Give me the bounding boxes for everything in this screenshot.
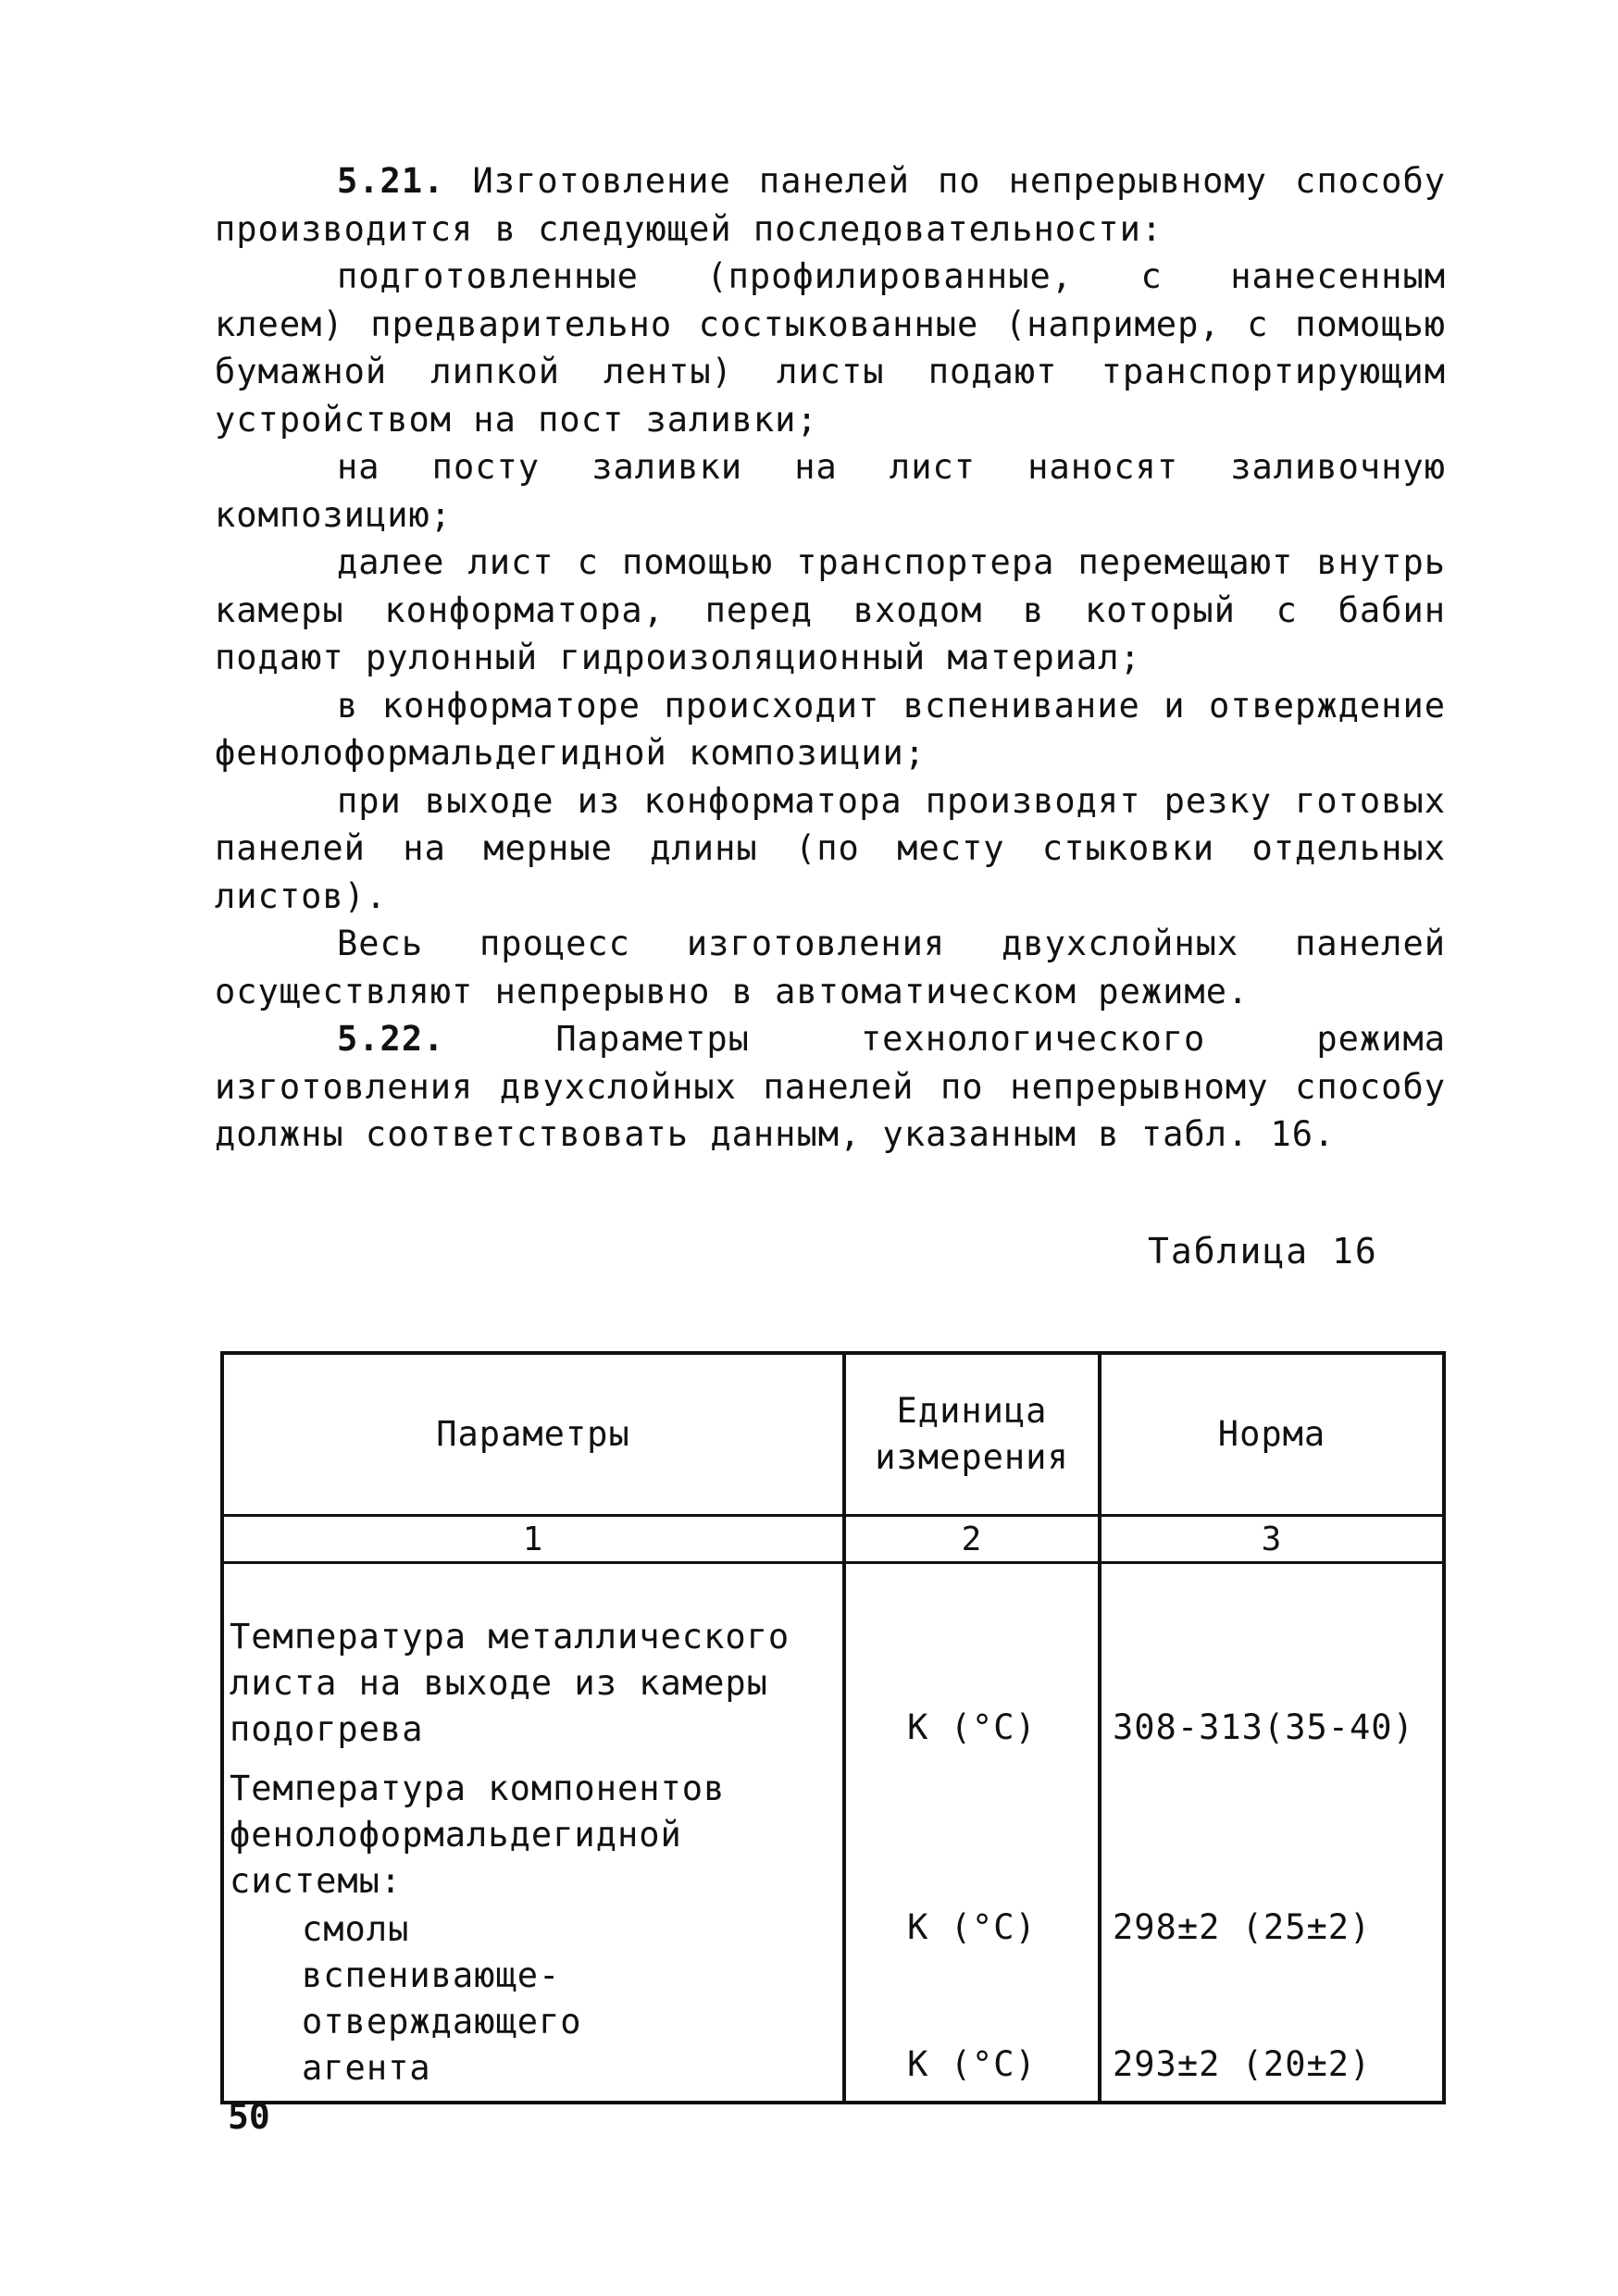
- paragraph-text: Изготовление панелей по непрерывному способу производится в следующей последовательности:: [215, 161, 1446, 249]
- param-cell: смолы: [302, 1909, 410, 1949]
- paragraph-step-prepare: [215, 253, 1446, 443]
- parameters-table: [220, 1351, 1446, 2104]
- header-unit: Единица измерения: [844, 1353, 1100, 1516]
- param-cell: Температура металлического листа на выходе из камеры подогрева: [222, 1586, 844, 1753]
- column-number: 1: [222, 1516, 844, 1563]
- norm-cell: 308-313(35-40): [1100, 1586, 1444, 1753]
- body-text: [215, 157, 1446, 1159]
- unit-cell: [844, 1753, 1100, 1905]
- paragraph-text: Параметры технологического режима изготовления двухслойных панелей по непрерывному способу должны соответствовать данным, указанным в табл. 16.: [215, 1019, 1446, 1154]
- paragraph-text: подготовленные (профилированные, с нанесенным клеем) предварительно состыкованные (например, с помощью бумажной липкой ленты) листы подают транспортирующим устройством на пост заливки;: [215, 256, 1446, 440]
- unit-cell: К (°С): [844, 1953, 1100, 2103]
- paragraph-text: далее лист с помощью транспортера перемещают внутрь камеры конформатора, перед входом в который с бабин подают рулонный гидроизоляционный материал;: [215, 542, 1446, 677]
- paragraph-text: Весь процесс изготовления двухслойных панелей осуществляют непрерывно в автоматическом режиме.: [215, 924, 1446, 1011]
- column-number: 3: [1100, 1516, 1444, 1563]
- paragraph-step-cut: [215, 777, 1446, 921]
- table-row: [222, 1586, 1444, 1753]
- table-row: [222, 1753, 1444, 1905]
- page-number: 50: [228, 2096, 270, 2137]
- column-numbers-row: [222, 1516, 1444, 1563]
- paragraph-5-21: [215, 157, 1446, 253]
- norm-cell: [1100, 1753, 1444, 1905]
- header-parameters: Параметры: [222, 1353, 844, 1516]
- paragraph-step-transport: [215, 539, 1446, 682]
- param-cell: Температура компонентов фенолоформальдегидной системы:: [222, 1753, 844, 1905]
- column-number: 2: [844, 1516, 1100, 1563]
- paragraph-5-22: [215, 1015, 1446, 1159]
- paragraph-step-foam: [215, 682, 1446, 777]
- paragraph-text: на посту заливки на лист наносят заливочную композицию;: [215, 447, 1446, 535]
- param-cell: вспенивающе-отверждающего агента: [302, 1955, 582, 2088]
- clause-number: 5.22.: [337, 1019, 445, 1059]
- table-caption: Таблица 16: [1148, 1231, 1378, 1272]
- paragraph-process: [215, 920, 1446, 1015]
- paragraph-text: при выходе из конформатора производят резку готовых панелей на мерные длины (по месту стыковки отдельных листов).: [215, 780, 1446, 916]
- unit-cell: К (°С): [844, 1905, 1100, 1953]
- norm-cell: 293±2 (20±2): [1100, 1953, 1444, 2103]
- table-row: [222, 1905, 1444, 1953]
- paragraph-step-pour: [215, 443, 1446, 539]
- table-spacer-row: [222, 1563, 1444, 1587]
- clause-number: 5.21.: [337, 161, 445, 201]
- table-header-row: [222, 1353, 1444, 1516]
- header-norm: Норма: [1100, 1353, 1444, 1516]
- unit-cell: К (°С): [844, 1586, 1100, 1753]
- norm-cell: 298±2 (25±2): [1100, 1905, 1444, 1953]
- table-row: [222, 1953, 1444, 2103]
- paragraph-text: в конформаторе происходит вспенивание и отверждение фенолоформальдегидной композиции;: [215, 685, 1446, 773]
